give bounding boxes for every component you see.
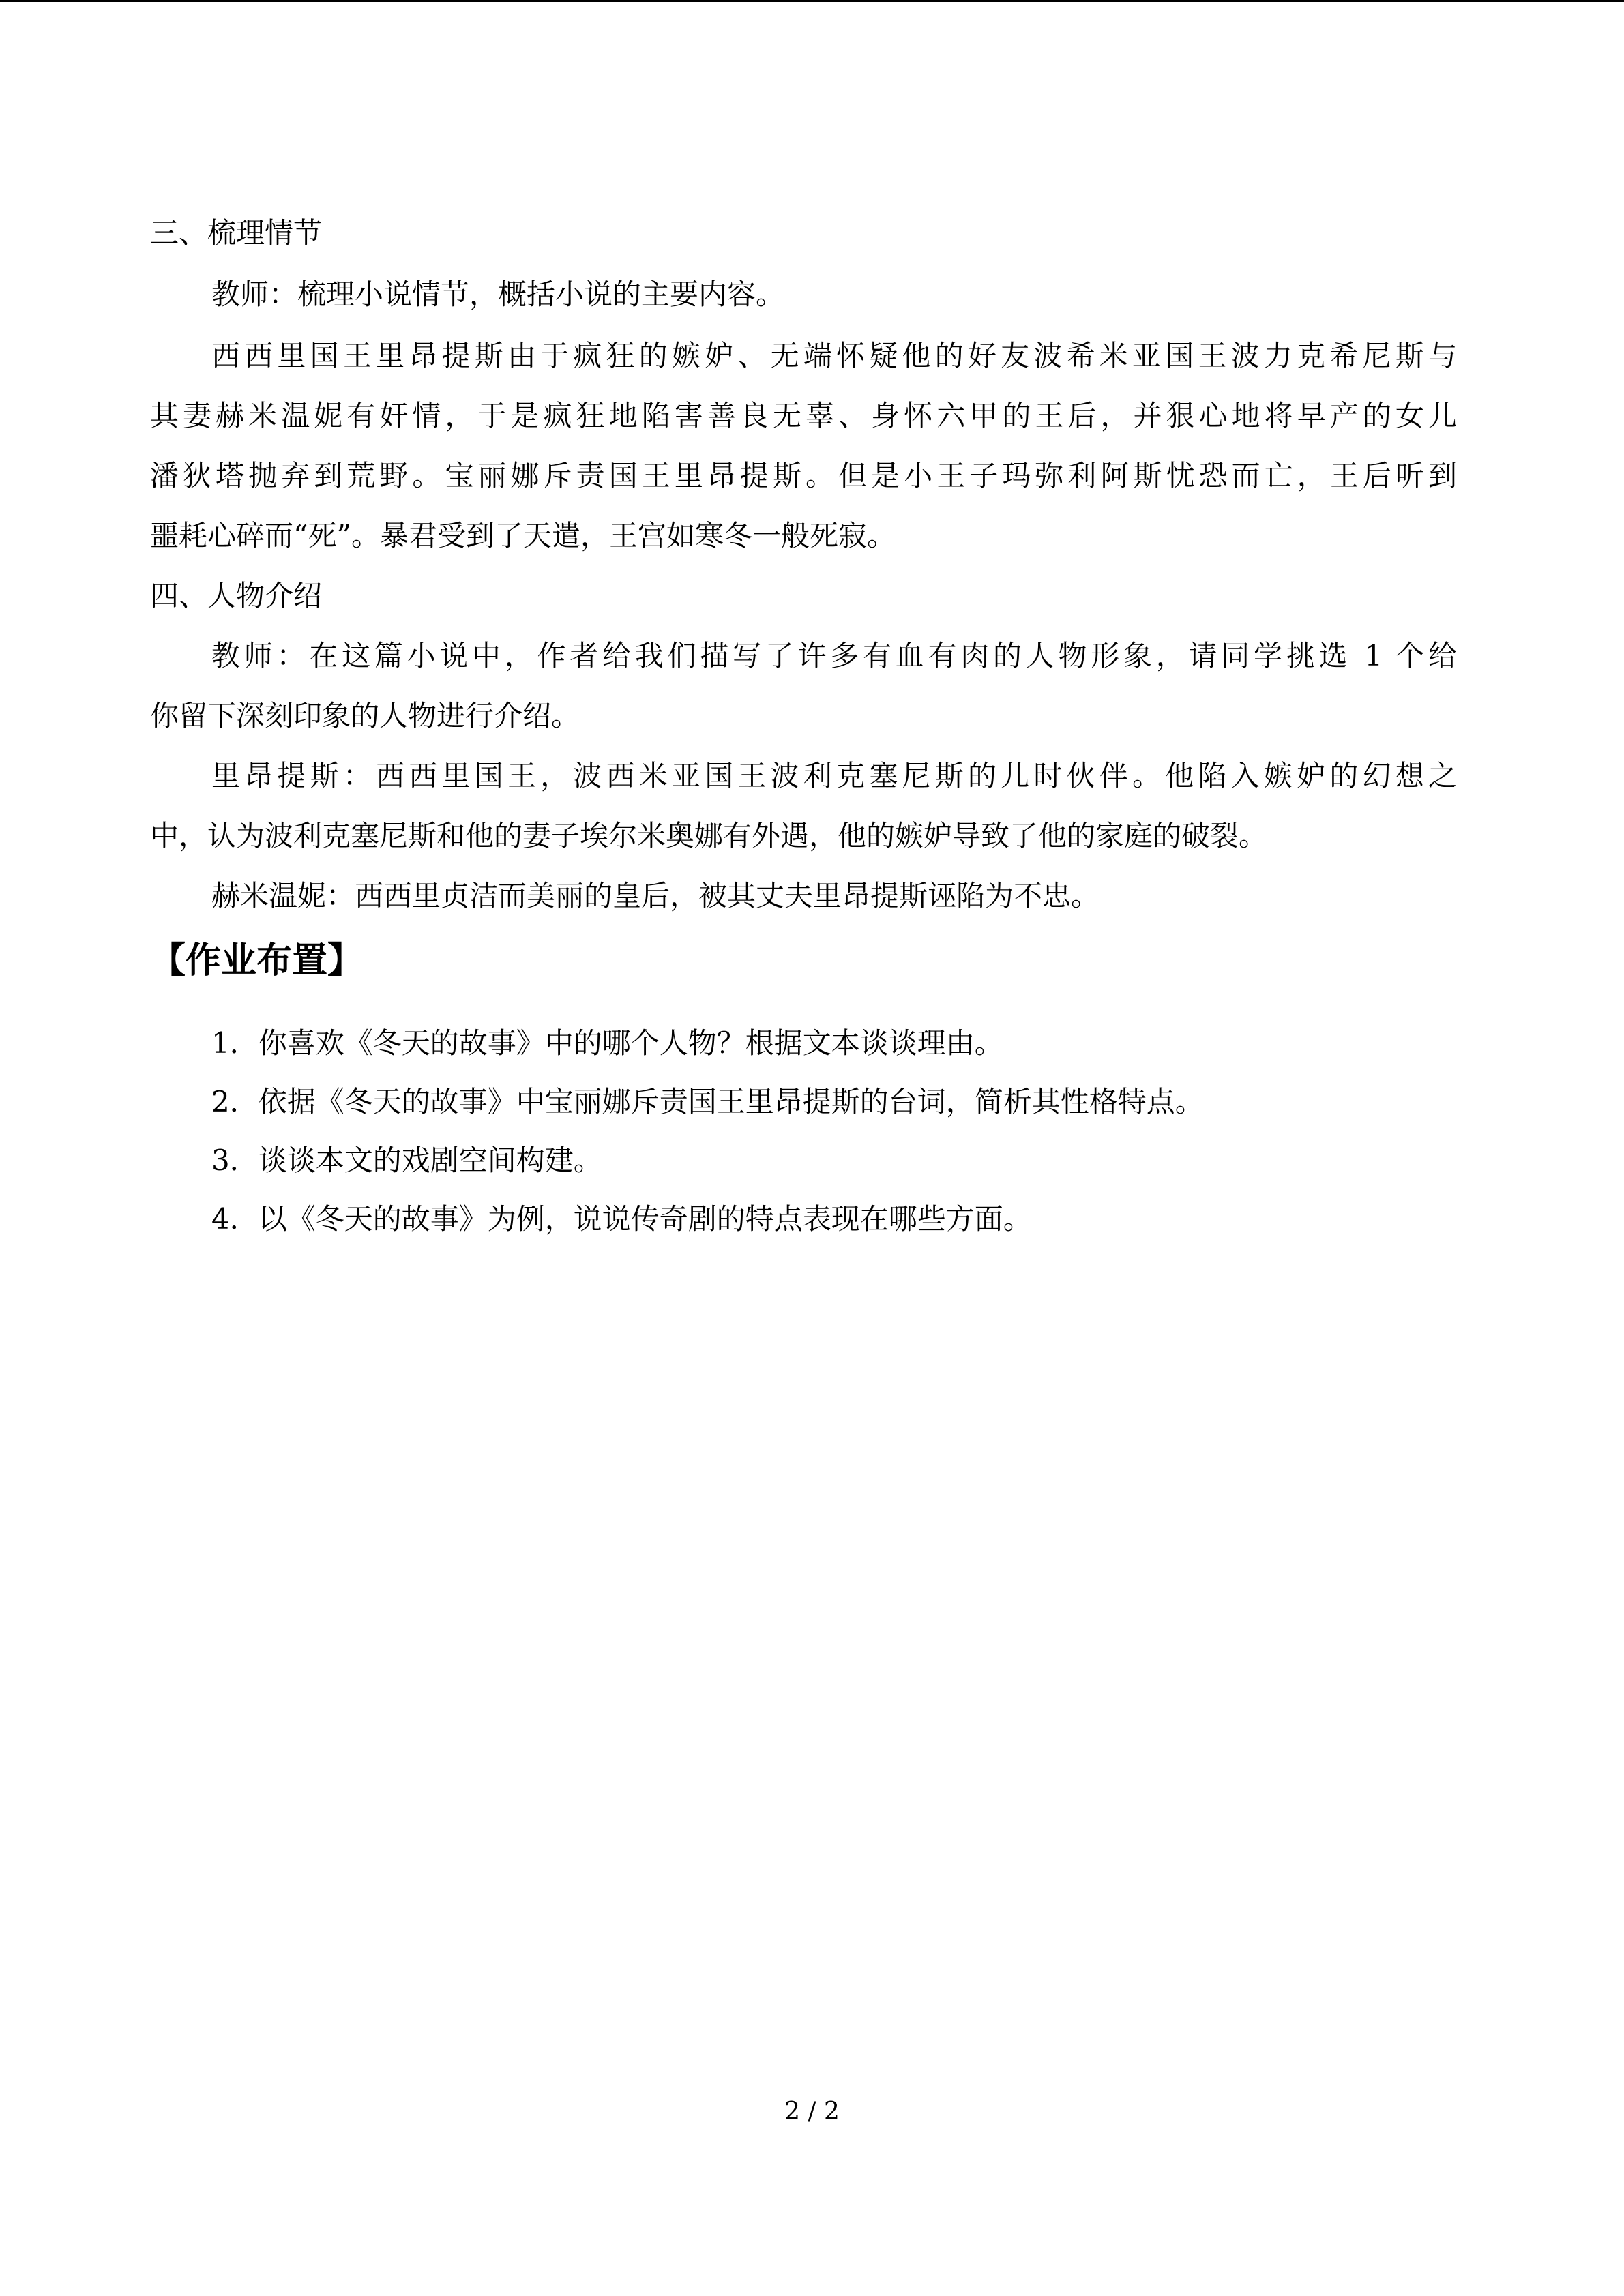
plot-teacher-prompt: 教师：梳理小说情节，概括小说的主要内容。 — [211, 278, 785, 311]
homework-item: 3．谈谈本文的戏剧空间构建。 — [211, 1144, 602, 1177]
homework-item: 1．你喜欢《冬天的故事》中的哪个人物？根据文本谈谈理由。 — [211, 1026, 1003, 1060]
characters-teacher-prompt: 你留下深刻印象的人物进行介绍。 — [150, 699, 580, 732]
homework-item: 2．依据《冬天的故事》中宝丽娜斥责国王里昂提斯的台词，简析其性格特点。 — [211, 1085, 1204, 1118]
section-heading-characters: 四、人物介绍 — [150, 579, 323, 612]
leontes-description: 里昂提斯：西西里国王，波西米亚国王波利克塞尼斯的儿时伙伴。他陷入嫉妒的幻想之 — [211, 759, 1457, 792]
leontes-description: 中，认为波利克塞尼斯和他的妻子埃尔米奥娜有外遇，他的嫉妒导致了他的家庭的破裂。 — [150, 819, 1268, 852]
plot-summary-line: 潘狄塔抛弃到荒野。宝丽娜斥责国王里昂提斯。但是小王子玛弥利阿斯忧恐而亡，王后听到 — [150, 459, 1457, 492]
hermione-description: 赫米温妮：西西里贞洁而美丽的皇后，被其丈夫里昂提斯诬陷为不忠。 — [211, 879, 1100, 912]
page-number: 2 / 2 — [784, 2098, 840, 2126]
plot-summary-line: 其妻赫米温妮有奸情，于是疯狂地陷害善良无辜、身怀六甲的王后，并狠心地将早产的女儿 — [150, 399, 1457, 432]
homework-item: 4．以《冬天的故事》为例，说说传奇剧的特点表现在哪些方面。 — [211, 1202, 1032, 1236]
plot-summary-line: 西西里国王里昂提斯由于疯狂的嫉妒、无端怀疑他的好友波希米亚国王波力克希尼斯与 — [211, 339, 1457, 372]
characters-teacher-prompt: 教师：在这篇小说中，作者给我们描写了许多有血有肉的人物形象，请同学挑选 1 个给 — [211, 639, 1457, 672]
section-heading-plot: 三、梳理情节 — [150, 216, 323, 250]
homework-title: 【作业布置】 — [150, 940, 364, 981]
plot-summary-line: 噩耗心碎而“死”。暴君受到了天遣，王宫如寒冬一般死寂。 — [150, 519, 896, 552]
